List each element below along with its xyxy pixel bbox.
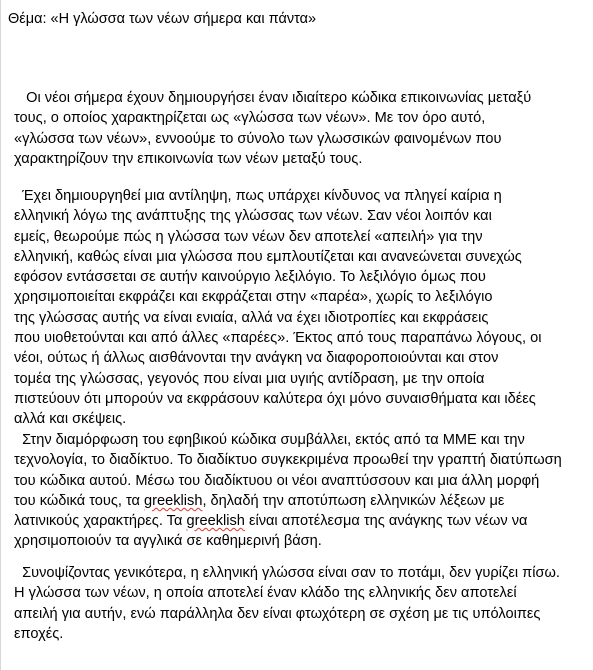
text-line: «γλώσσα των νέων», εννοούμε το σύνολο των γλωσσικών φαινομένων που [14,130,502,147]
document-title: Θέμα: «Η γλώσσα των νέων σήμερα και πάντα» [8,11,317,27]
text-line: Οι νέοι σήμερα έχουν δημιουργήσει έναν ιδιαίτερο κώδικα επικοινωνίας μεταξύ [14,90,532,106]
text-line: ελληνική, καθώς είναι μια γλώσσα που εμπλουτίζεται και ανανεώνεται συνεχώς [14,248,522,265]
spellcheck-flagged-word[interactable]: greeklish [144,492,203,509]
text-line: χρησιμοποιούν τα αγγλικά σε καθημερινή βάση. [14,533,322,550]
text-line [14,511,589,531]
text-run: του κώδικά τους, τα [14,492,145,509]
text-line: Συνοψίζοντας γενικότερα, η ελληνική γλώσσα είναι σαν το ποτάμι, δεν γυρίζει πίσω. [14,565,560,581]
text-line: εμείς, θεωρούμε πώς η γλώσσα των νέων δεν αποτελεί «απειλή» για την [14,228,483,245]
text-line: της γλώσσας αυτής να είναι ενιαία, αλλά να έχει ιδιοτροπίες και εκφράσεις [14,309,489,326]
text-run: λατινικούς χαρακτήρες. Τα [14,513,187,530]
text-line: εποχές. [14,625,64,642]
paragraph-2 [14,186,589,430]
paragraph-4 [14,563,589,644]
text-line: πιστεύουν ότι μπορούν να εκφράσουν καλύτερα όχι μόνο συναισθήματα και ιδέες [14,390,536,407]
text-line: τεχνολογία, το διαδίκτυο. Το διαδίκτυο συγκεκριμένα προωθεί την γραπτή διατύπωση [14,452,562,469]
text-line: απειλή για αυτήν, ενώ παράλληλα δεν είναι φτωχότερη σε σχέση με τις υπόλοιπες [14,605,541,622]
paragraph-3 [14,430,589,552]
text-line: νέοι, ούτως ή άλλως αισθάνονται την ανάγκη να διαφοροποιούνται και στον [14,350,499,367]
text-line: τομέα της γλώσσας, γεγονός που είναι μια υγιής αντίδραση, με την οποία [14,370,485,387]
text-line: του κώδικα αυτού. Μέσω του διαδίκτυου οι νέοι αναπτύσσουν και μια άλλη μορφή [14,472,540,489]
text-line: εφόσον εντάσσεται σε αυτήν καινούργιο λεξιλόγιο. Το λεξιλόγιο όμως που [14,269,486,286]
text-run: , δηλαδή την αποτύπωση ελληνικών λέξεων με [202,492,505,509]
text-line [14,491,589,511]
text-line: Η γλώσσα των νέων, η οποία αποτελεί έναν κλάδο της ελληνικής δεν αποτελεί [14,585,517,602]
text-line: χαρακτηρίζουν την επικοινωνία των νέων μεταξύ τους. [14,150,363,167]
text-line: χρησιμοποιείται εκφράζει και εκφράζεται στην «παρέα», χωρίς το λεξιλόγιο [14,289,493,306]
text-line: ελληνική λόγω της ανάπτυξης της γλώσσας των νέων. Σαν νέοι λοιπόν και [14,208,492,225]
text-line: αλλά και σκέψεις. [14,411,127,428]
spellcheck-flagged-word[interactable]: greeklish [186,513,245,530]
text-line: Στην διαμόρφωση του εφηβικού κώδικα συμβάλλει, εκτός από τα ΜΜΕ και την [14,432,525,448]
text-run: είναι αποτέλεσμα της ανάγκης των νέων να [244,513,528,530]
text-line: Έχει δημιουργηθεί μια αντίληψη, πως υπάρχει κίνδυνος να πληγεί καίρια η [14,188,502,204]
text-line: που υιοθετούνται και από άλλες «παρέες». Έκτος από τους παραπάνω λόγους, οι [14,330,542,347]
text-line: τους, ο οποίος χαρακτηρίζεται ως «γλώσσα των νέων». Με τον όρο αυτό, [14,110,486,127]
paragraph-1 [14,88,589,169]
